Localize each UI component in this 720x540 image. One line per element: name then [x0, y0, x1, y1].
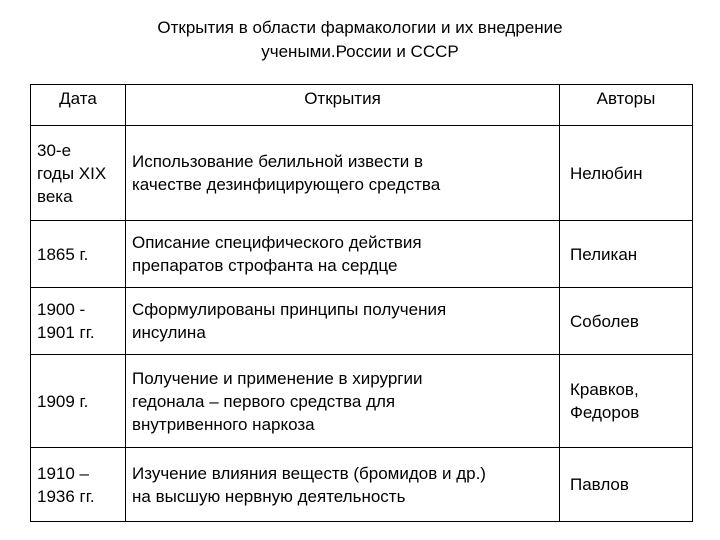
discovery-cell — [126, 448, 560, 522]
discovery-line: на высшую нервную деятельность — [132, 486, 406, 506]
discovery-line: Получение и применение в хирургии — [132, 368, 423, 388]
discovery-line: инсулина — [132, 323, 206, 342]
date-line: 1865 г. — [37, 244, 89, 264]
discovery-cell — [126, 126, 560, 221]
date-line: 1900 - — [37, 300, 86, 319]
table-row — [31, 221, 693, 288]
page-title — [0, 16, 720, 64]
header-authors: Авторы — [560, 85, 693, 126]
discovery-line: Описание специфического действия — [132, 233, 422, 252]
authors-cell — [560, 221, 693, 288]
authors-cell — [560, 288, 693, 355]
author-line: Павлов — [570, 475, 629, 494]
author-line: Пеликан — [570, 244, 638, 264]
author-line: Соболев — [570, 311, 639, 331]
authors-cell — [560, 355, 693, 448]
discovery-line: качестве дезинфицирующего средства — [132, 175, 441, 194]
authors-cell — [560, 448, 693, 522]
date-line: 1909 г. — [37, 391, 89, 411]
date-cell — [31, 288, 126, 355]
date-cell — [31, 126, 126, 221]
date-cell — [31, 355, 126, 448]
table-row — [31, 288, 693, 355]
discovery-line: гедонала – первого средства для — [132, 391, 396, 411]
discovery-line: Сформулированы принципы получения — [132, 300, 447, 319]
discovery-line: внутривенного наркоза — [132, 414, 315, 434]
date-line: 1936 гг. — [37, 486, 95, 506]
authors-cell — [560, 126, 693, 221]
discovery-cell — [126, 355, 560, 448]
header-date: Дата — [31, 85, 126, 126]
discovery-cell — [126, 288, 560, 355]
table-row — [31, 126, 693, 221]
discovery-line: Использование белильной извести в — [132, 152, 424, 171]
discoveries-table — [30, 84, 693, 522]
table-header-row — [31, 85, 693, 126]
date-line: 1910 – — [37, 463, 89, 483]
discovery-cell — [126, 221, 560, 288]
header-discoveries: Открытия — [126, 85, 560, 126]
author-line: Федоров — [570, 403, 640, 422]
discovery-line: препаратов строфанта на сердце — [132, 256, 398, 275]
date-line: века — [37, 186, 73, 206]
discovery-line: Изучение влияния веществ (бромидов и др.) — [132, 463, 486, 483]
table-row — [31, 448, 693, 522]
title-line-2: учеными.России и СССР — [261, 42, 459, 61]
title-line-1: Открытия в области фармакологии и их внедрение — [157, 18, 563, 37]
author-line: Нелюбин — [570, 163, 643, 183]
date-line: годы XIX — [37, 163, 107, 183]
date-line: 30-е — [37, 140, 72, 160]
date-cell — [31, 221, 126, 288]
table-row — [31, 355, 693, 448]
date-line: 1901 гг. — [37, 323, 95, 342]
author-line: Кравков, — [570, 380, 639, 399]
date-cell — [31, 448, 126, 522]
